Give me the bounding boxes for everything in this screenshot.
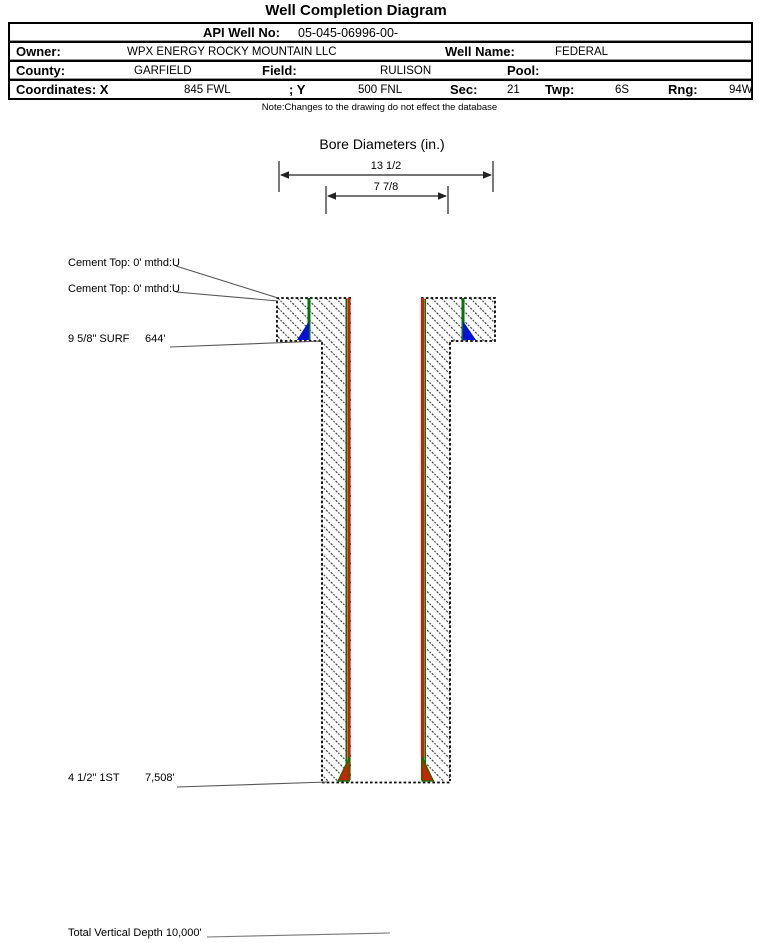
api-well-no-label: API Well No: bbox=[202, 25, 280, 40]
production-casing-label: 4 1/2" 1ST bbox=[68, 772, 120, 784]
sec-value: 21 bbox=[507, 84, 520, 96]
right-annulus-hatch bbox=[421, 298, 495, 781]
sec-label: Sec: bbox=[450, 82, 478, 97]
owner-value: WPX ENERGY ROCKY MOUNTAIN LLC bbox=[127, 46, 337, 58]
tvd-leader bbox=[207, 933, 390, 937]
twp-value: 6S bbox=[615, 84, 630, 96]
surface-casing-leader bbox=[170, 341, 322, 347]
database-note: Note:Changes to the drawing do not effect the database bbox=[261, 102, 498, 113]
bore-diameters-group bbox=[279, 136, 493, 214]
coordinates-x-value: 845 FWL bbox=[184, 84, 231, 96]
bore-diameters-title: Bore Diameters (in.) bbox=[319, 136, 445, 152]
cement-top-1-label: Cement Top: 0' mthd:U bbox=[68, 257, 180, 269]
tvd-label: Total Vertical Depth 10,000' bbox=[68, 927, 202, 939]
coordinates-x-label: Coordinates: X bbox=[16, 82, 109, 97]
owner-label: Owner: bbox=[16, 44, 61, 59]
coordinates-y-value: 500 FNL bbox=[358, 84, 403, 96]
inner-dim-left-arrow-icon bbox=[327, 192, 336, 200]
twp-label: Twp: bbox=[545, 82, 575, 97]
outer-dim-left-arrow-icon bbox=[280, 171, 289, 179]
annotation-labels-group bbox=[68, 257, 202, 939]
api-well-no-value: 05-045-06996-00- bbox=[298, 26, 399, 40]
well-name-label: Well Name: bbox=[445, 44, 515, 59]
county-label: County: bbox=[16, 63, 66, 78]
inner-bore-diameter-value: 7 7/8 bbox=[373, 181, 399, 193]
field-label: Field: bbox=[262, 63, 297, 78]
surface-casing-label: 9 5/8" SURF bbox=[68, 333, 130, 345]
outer-dim-right-arrow-icon bbox=[483, 171, 492, 179]
wellbore-group bbox=[277, 298, 495, 783]
coordinates-y-label: ; Y bbox=[289, 82, 306, 97]
page-title: Well Completion Diagram bbox=[265, 2, 447, 19]
rng-label: Rng: bbox=[668, 82, 698, 97]
left-annulus-hatch bbox=[277, 298, 351, 781]
outer-bore-diameter-value: 13 1/2 bbox=[370, 160, 402, 172]
field-value: RULISON bbox=[380, 65, 432, 77]
inner-dim-right-arrow-icon bbox=[438, 192, 447, 200]
well-name-value: FEDERAL bbox=[555, 46, 609, 58]
rng-value: 94W bbox=[729, 84, 753, 96]
cement-top-2-label: Cement Top: 0' mthd:U bbox=[68, 283, 180, 295]
production-casing-depth: 7,508' bbox=[145, 772, 175, 784]
pool-label: Pool: bbox=[507, 63, 540, 78]
leader-lines-group bbox=[170, 266, 390, 937]
county-value: GARFIELD bbox=[134, 65, 192, 77]
surface-casing-depth: 644' bbox=[145, 333, 166, 345]
production-casing-leader bbox=[177, 782, 327, 787]
